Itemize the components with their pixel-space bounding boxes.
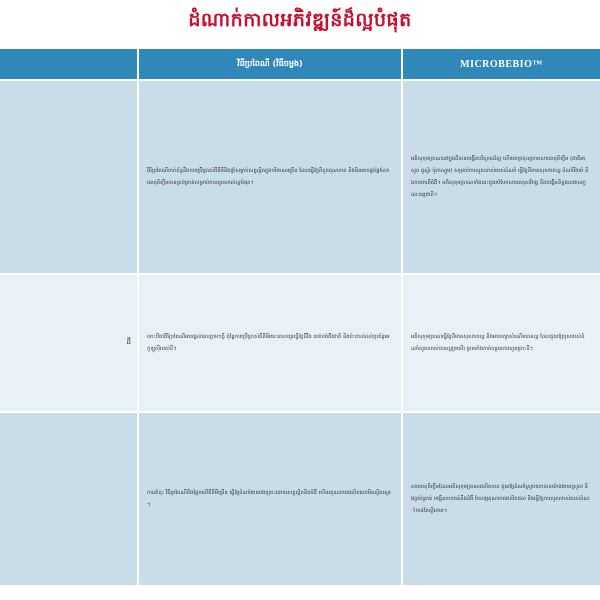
header-cell-traditional: វិធីប្រពៃណី (វិធីចម្លង) bbox=[139, 49, 401, 79]
microbebio-text: អតិសុខុមប្រាណនៅក្នុងដីបានបង្កើតបរិស្ថានដ៏ល្អ ហើយរក្សាតុល្យភាពសារធាតុចិញ្ចឹម (ជាតិអាសូត ផូស្វ័រ ប៉ូតាស្យូម) សម្រាប់ការលូតលាស់របស់ដំណាំ ធ្វើឱ្យដីមានសុខភាពល្អ ដំណាំរឹងមាំ និងការពារពីជំងឺ។ អតិសុខុមប្រាណទាំងនេះជួយបំបែកសារធាតុសរីរាង្គ និងបង្កើនទិន្នផលជាលក្ខណៈធម្មជាតិ។ bbox=[411, 156, 589, 198]
microbebio-text: អតិសុខុមប្រាណធ្វើឱ្យដីមានសុខភាពល្អ និងអាចរក្សាសំណើមបានល្អ ដែលជួយឱ្យឫសរបស់ដំណាំលូតលាស់បានល្អប្រសើរ ព្រមទាំងកាត់បន្ថយការហូរច្រោះដី។ bbox=[411, 334, 585, 352]
traditional-cell bbox=[139, 275, 401, 411]
row-label bbox=[0, 413, 137, 585]
microbebio-text: សារធាតុចិញ្ចឹមដែលអតិសុខុមប្រាណផលិតបាន ជួយឱ្យដំណាំស្រូបយកបានយ៉ាងងាយស្រួល និងគ្រប់គ្រាន់ បង្កើនភាពធន់នឹងជំងឺ កែលម្អគុណភាពផលិតផល និងធ្វើឱ្យការលូតលាស់របស់ដំណាំកាន់តែស្ថិរភាព។ bbox=[411, 484, 590, 514]
microbebio-cell bbox=[403, 275, 600, 411]
traditional-text: វិធីប្រពៃណីពាក់ព័ន្ធនឹងការប្រើប្រាស់ជីគីមីនិងថ្នាំសម្លាប់សត្វល្អិតក្នុងបរិមាណច្រើន ដែលធ្វើឱ្យដីខូចគុណភាព និងមិនអាចផ្គត់ផ្គង់សារធាតុចិញ្ចឹមបានគ្រប់គ្រាន់សម្រាប់ការលូតលាស់ល្អបំផុត។ bbox=[147, 168, 390, 186]
traditional-cell bbox=[139, 81, 401, 273]
microbebio-cell bbox=[403, 413, 600, 585]
page-title: ដំណាក់កាលអភិវឌ្ឍន៍ដ៏ល្អបំផុត bbox=[188, 9, 412, 31]
traditional-cell bbox=[139, 413, 401, 585]
traditional-text: ទោះបីជាវិធីប្រពៃណីអាចផ្តល់ផលភ្លាមៗក្តី ប៉ុន្តែការប្រើប្រាស់ជីគីមីរយៈពេលយូរធ្វើឱ្យដីរឹង បាត់បង់ជីវជាតិ និងប៉ះពាល់ដល់ប្រព័ន្ធអេកូឡូស៊ីរបស់ដី។ bbox=[147, 334, 390, 352]
microbebio-cell bbox=[403, 81, 600, 273]
row-label bbox=[0, 81, 137, 273]
header-cell-blank bbox=[0, 49, 137, 79]
traditional-text: ការដាំដុះ វិធីប្រពៃណីពឹងផ្អែកលើជីគីមីច្រើន ធ្វើឱ្យដំណាំងាយរងគ្រោះដោយសត្វល្អិតនិងជំងឺ ហើយគុណភាពផលិតផលមិនស្ថិតស្ថេរ។ bbox=[147, 490, 391, 508]
row-label-soil: ដី bbox=[0, 275, 137, 411]
header-cell-microbebio: MICROBEBIO™ bbox=[403, 49, 600, 79]
comparison-table bbox=[0, 49, 600, 585]
